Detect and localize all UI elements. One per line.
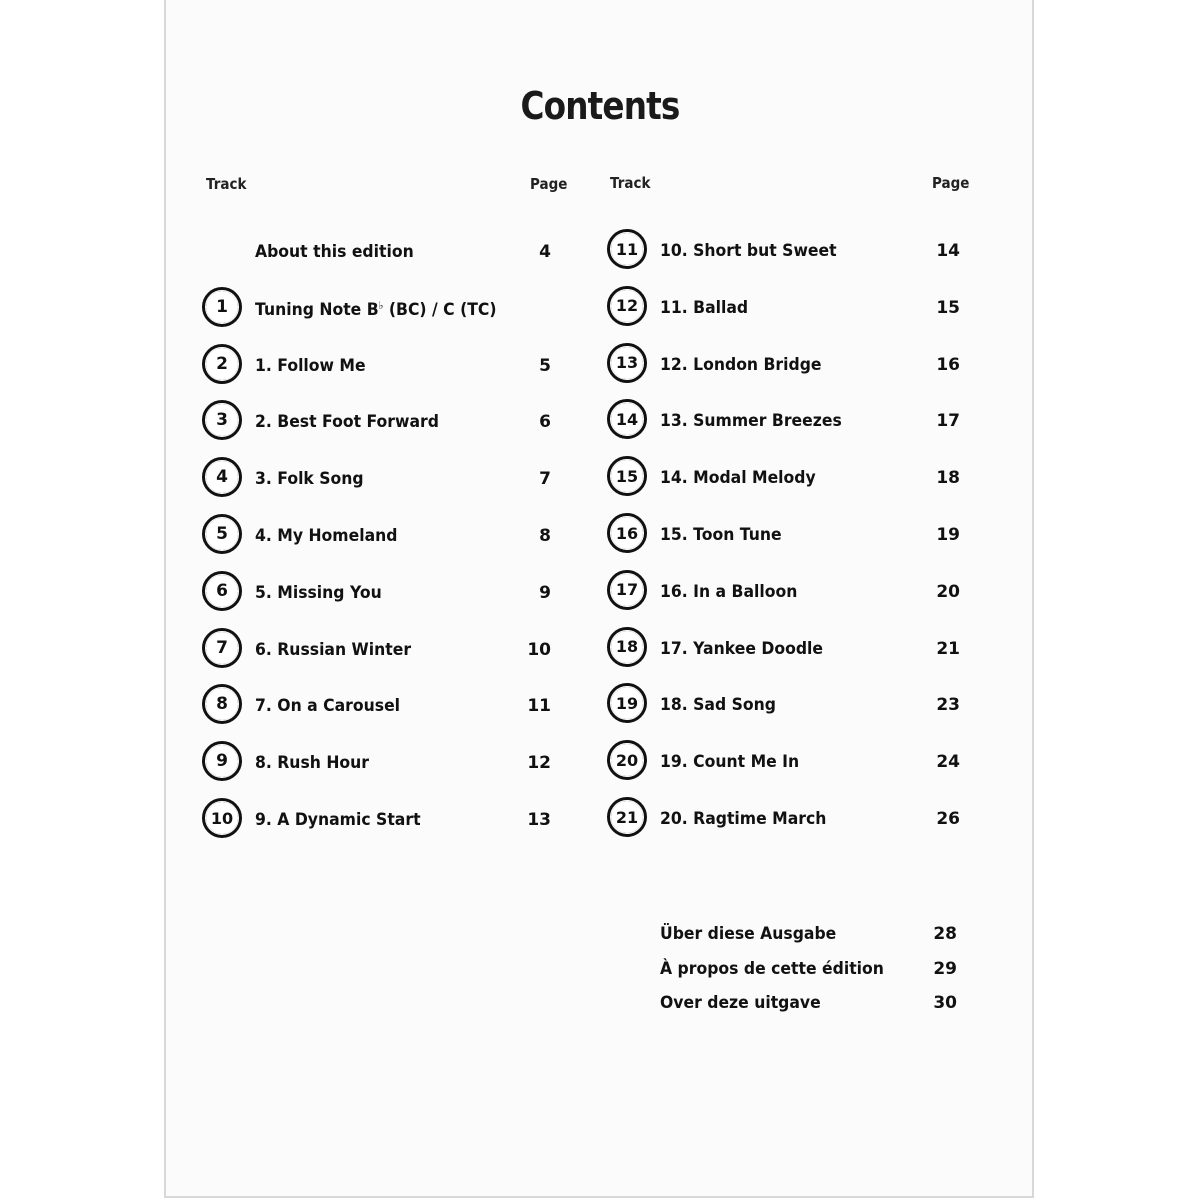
track-number-badge: 13 — [607, 343, 647, 383]
entry-page-number: 8 — [539, 526, 551, 546]
entry-page-number: 15 — [936, 297, 960, 318]
entry-title: About this edition — [255, 242, 414, 262]
entry-title: Über diese Ausgabe — [660, 924, 837, 944]
entry-page-number: 10 — [527, 639, 551, 660]
entry-title: Over deze uitgave — [660, 993, 821, 1013]
track-number-badge: 6 — [202, 571, 242, 611]
track-number-badge: 15 — [607, 456, 647, 496]
track-header-left: Track — [206, 175, 247, 193]
entry-page-number: 18 — [936, 468, 960, 489]
entry-page-number: 17 — [936, 411, 960, 432]
entry-title: 10. Short but Sweet — [660, 241, 837, 261]
entry-title: 6. Russian Winter — [255, 639, 412, 660]
track-number-badge: 11 — [607, 229, 647, 269]
entry-page-number: 5 — [539, 355, 551, 376]
entry-page-number: 11 — [527, 696, 551, 717]
entry-page-number: 23 — [936, 695, 960, 716]
contents-entry — [0, 513, 1200, 557]
entry-page-number: 21 — [936, 638, 960, 659]
track-number-badge: 4 — [202, 457, 242, 497]
track-number-badge: 21 — [607, 797, 647, 837]
contents-entry — [0, 456, 1200, 500]
entry-page-number: 19 — [936, 525, 960, 545]
flat-sign: ♭ — [378, 298, 384, 312]
entry-title: 19. Count Me In — [660, 752, 800, 773]
track-number-badge: 2 — [202, 344, 242, 384]
contents-entry — [0, 286, 1200, 330]
entry-title-rest: (BC) / C (TC) — [383, 299, 497, 320]
track-number-badge: 1 — [202, 287, 242, 327]
track-number-badge: 18 — [607, 627, 647, 667]
entry-page-number: 4 — [539, 242, 551, 262]
entry-page-number: 12 — [527, 753, 551, 774]
entry-page-number: 20 — [936, 581, 960, 602]
entry-title: 11. Ballad — [660, 297, 749, 318]
page-header-right: Page — [932, 174, 970, 192]
entry-title: À propos de cette édition — [660, 958, 884, 979]
contents-entry — [0, 229, 1200, 273]
entry-page-number: 30 — [933, 993, 957, 1013]
entry-title: 9. A Dynamic Start — [255, 810, 421, 830]
entry-page-number: 16 — [936, 354, 960, 375]
track-number-badge: 14 — [607, 399, 647, 439]
contents-entry — [0, 570, 1200, 614]
entry-title: 2. Best Foot Forward — [255, 412, 439, 433]
track-number-badge: 19 — [607, 683, 647, 723]
entry-page-number: 6 — [539, 412, 551, 433]
contents-entry — [0, 627, 1200, 671]
track-number-badge: 3 — [202, 400, 242, 440]
entry-title-main: Tuning Note B — [255, 299, 379, 320]
contents-entry — [0, 740, 1200, 784]
page-header-left: Page — [530, 175, 568, 193]
track-number-badge: 12 — [607, 286, 647, 326]
entry-page-number: 28 — [933, 924, 957, 944]
track-number-badge: 8 — [202, 684, 242, 724]
entry-title: 20. Ragtime March — [660, 809, 827, 829]
entry-page-number: 9 — [539, 582, 551, 603]
page-title: Contents — [520, 84, 680, 128]
entry-title: 8. Rush Hour — [255, 753, 370, 774]
entry-page-number: 13 — [527, 810, 551, 830]
entry-title: 5. Missing You — [255, 582, 382, 603]
track-header-right: Track — [610, 174, 651, 192]
track-number-badge: 17 — [607, 570, 647, 610]
entry-title: 17. Yankee Doodle — [660, 638, 824, 659]
entry-title: 1. Follow Me — [255, 355, 366, 376]
entry-title: 13. Summer Breezes — [660, 411, 842, 432]
entry-title: 4. My Homeland — [255, 526, 398, 546]
contents-entry — [0, 399, 1200, 443]
entry-page-number: 24 — [936, 752, 960, 773]
contents-entry — [0, 981, 1200, 1025]
entry-page-number: 29 — [933, 958, 957, 979]
track-number-badge: 5 — [202, 514, 242, 554]
entry-title: 14. Modal Melody — [660, 468, 816, 489]
contents-entry — [0, 683, 1200, 727]
entry-title: 12. London Bridge — [660, 354, 822, 375]
entry-title: 7. On a Carousel — [255, 696, 401, 717]
entry-page-number: 14 — [936, 241, 960, 261]
entry-title: 15. Toon Tune — [660, 525, 782, 545]
track-number-badge: 16 — [607, 513, 647, 553]
entry-page-number: 26 — [936, 809, 960, 829]
contents-entry — [0, 797, 1200, 841]
entry-title: 18. Sad Song — [660, 695, 776, 716]
contents-entry — [0, 343, 1200, 387]
track-number-badge: 20 — [607, 740, 647, 780]
entry-title: 3. Folk Song — [255, 469, 364, 490]
entry-title: 16. In a Balloon — [660, 581, 798, 602]
entry-page-number: 7 — [539, 469, 551, 490]
track-number-badge: 10 — [202, 798, 242, 838]
track-number-badge: 9 — [202, 741, 242, 781]
track-number-badge: 7 — [202, 628, 242, 668]
